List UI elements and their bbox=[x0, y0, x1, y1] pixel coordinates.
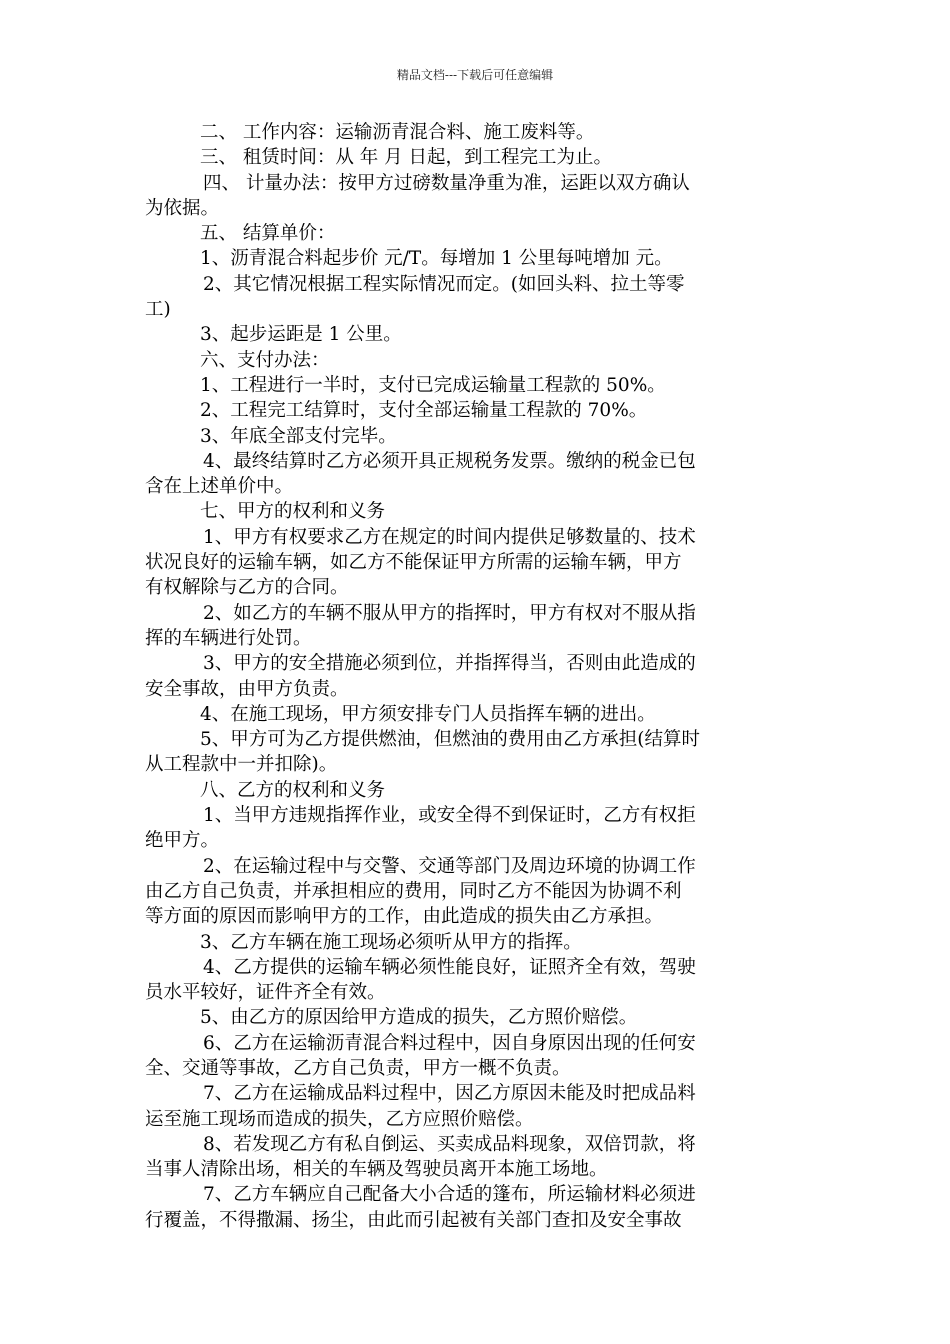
text-line: 七、甲方的权利和义务 bbox=[200, 501, 386, 523]
text-line: 2、其它情况根据工程实际情况而定。(如回头料、拉土等零 bbox=[203, 273, 685, 295]
text-line: 为依据。 bbox=[145, 197, 220, 219]
text-line: 二、 工作内容：运输沥青混合料、施工废料等。 bbox=[200, 122, 595, 143]
text-line: 有权解除与乙方的合同。 bbox=[145, 577, 349, 599]
text-line: 挥的车辆进行处罚。 bbox=[145, 627, 312, 649]
text-line: 3、年底全部支付完毕。 bbox=[200, 425, 397, 447]
text-line: 绝甲方。 bbox=[145, 830, 220, 852]
text-line: 含在上述单价中。 bbox=[145, 476, 294, 498]
text-line: 当事人清除出场，相关的车辆及驾驶员离开本施工场地。 bbox=[145, 1159, 608, 1181]
text-line: 6、乙方在运输沥青混合料过程中，因自身原因出现的任何安 bbox=[203, 1032, 696, 1054]
text-line: 7、乙方车辆应自己配备大小合适的篷布，所运输材料必须进 bbox=[203, 1184, 696, 1206]
text-line: 八、乙方的权利和义务 bbox=[200, 779, 386, 801]
text-line: 2、工程完工结算时，支付全部运输量工程款的 70%。 bbox=[200, 400, 648, 422]
text-line: 2、如乙方的车辆不服从甲方的指挥时，甲方有权对不服从指 bbox=[203, 602, 696, 624]
text-line: 1、甲方有权要求乙方在规定的时间内提供足够数量的、技术 bbox=[203, 526, 696, 548]
text-line: 由乙方自己负责，并承担相应的费用，同时乙方不能因为协调不利 bbox=[145, 880, 682, 902]
text-line: 2、在运输过程中与交警、交通等部门及周边环境的协调工作 bbox=[203, 855, 696, 877]
text-line: 工) bbox=[145, 299, 171, 321]
text-line: 5、甲方可为乙方提供燃油，但燃油的费用由乙方承担(结算时 bbox=[200, 729, 700, 751]
text-line: 六、支付办法： bbox=[200, 349, 330, 371]
text-line: 四、 计量办法：按甲方过磅数量净重为准，运距以双方确认 bbox=[203, 172, 690, 194]
text-line: 1、工程进行一半时，支付已完成运输量工程款的 50%。 bbox=[200, 374, 666, 396]
text-line: 1、沥青混合料起步价 元/T。每增加 1 公里每吨增加 元。 bbox=[200, 248, 673, 270]
page-header: 精品文档---下载后可任意编辑 bbox=[396, 68, 554, 82]
text-line: 1、当甲方违规指挥作业，或安全得不到保证时，乙方有权拒 bbox=[203, 805, 696, 827]
text-line: 从工程款中一并扣除)。 bbox=[145, 754, 338, 776]
text-line: 3、甲方的安全措施必须到位，并指挥得当，否则由此造成的 bbox=[203, 653, 696, 675]
text-line: 运至施工现场而造成的损失，乙方应照价赔偿。 bbox=[145, 1108, 534, 1130]
text-line: 5、由乙方的原因给甲方造成的损失，乙方照价赔偿。 bbox=[200, 1007, 638, 1029]
text-line: 等方面的原因而影响甲方的工作，由此造成的损失由乙方承担。 bbox=[145, 906, 664, 928]
text-line: 三、 租赁时间：从 年 月 日起，到工程完工为止。 bbox=[200, 147, 613, 169]
text-line: 安全事故，由甲方负责。 bbox=[145, 678, 349, 700]
text-line: 员水平较好，证件齐全有效。 bbox=[145, 982, 386, 1004]
text-line: 4、最终结算时乙方必须开具正规税务发票。缴纳的税金已包 bbox=[203, 450, 696, 472]
text-line: 4、在施工现场，甲方须安排专门人员指挥车辆的进出。 bbox=[200, 703, 656, 725]
text-line: 7、乙方在运输成品料过程中，因乙方原因未能及时把成品料 bbox=[203, 1083, 696, 1105]
text-line: 3、起步运距是 1 公里。 bbox=[200, 324, 402, 346]
text-line: 4、乙方提供的运输车辆必须性能良好，证照齐全有效，驾驶 bbox=[203, 956, 696, 978]
document-body bbox=[145, 120, 807, 1233]
text-line: 8、若发现乙方有私自倒运、买卖成品料现象，双倍罚款，将 bbox=[203, 1133, 696, 1155]
text-line: 状况良好的运输车辆，如乙方不能保证甲方所需的运输车辆，甲方 bbox=[145, 552, 682, 574]
text-line: 五、 结算单价： bbox=[200, 223, 336, 245]
text-line: 行覆盖，不得撒漏、扬尘，由此而引起被有关部门查扣及安全事故 bbox=[145, 1209, 682, 1231]
text-line: 3、乙方车辆在施工现场必须听从甲方的指挥。 bbox=[200, 931, 582, 953]
text-line: 全、交通等事故，乙方自己负责，甲方一概不负责。 bbox=[145, 1057, 571, 1079]
